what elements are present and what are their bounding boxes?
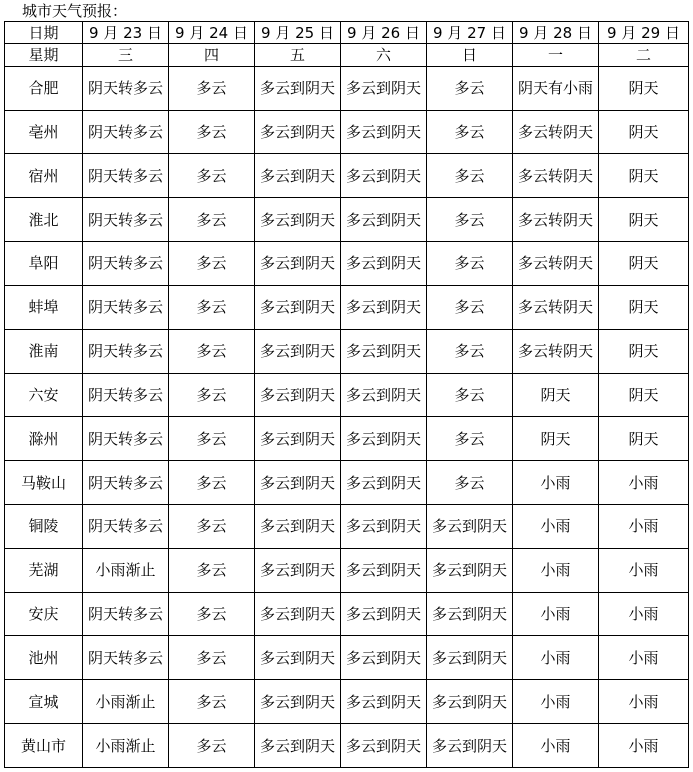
date-header-row [5,22,689,44]
forecast-cell: 多云到阴天 [255,198,341,242]
date-cell: 9 月 28 日 [513,22,599,44]
forecast-cell: 多云 [169,680,255,724]
table-row [5,680,689,724]
forecast-cell: 多云 [169,373,255,417]
forecast-cell: 阴天转多云 [83,636,169,680]
city-name: 亳州 [5,110,83,154]
table-row [5,242,689,286]
forecast-cell: 多云转阴天 [513,242,599,286]
date-cell: 9 月 23 日 [83,22,169,44]
city-name: 滁州 [5,417,83,461]
forecast-cell: 多云到阴天 [427,592,513,636]
forecast-cell: 多云 [427,154,513,198]
forecast-cell: 多云 [169,198,255,242]
forecast-cell: 阴天 [513,373,599,417]
forecast-cell: 多云到阴天 [427,504,513,548]
forecast-cell: 多云到阴天 [255,461,341,505]
city-name: 阜阳 [5,242,83,286]
forecast-cell: 小雨 [513,461,599,505]
city-name: 宣城 [5,680,83,724]
forecast-cell: 多云到阴天 [341,154,427,198]
forecast-cell: 多云 [169,592,255,636]
forecast-cell: 小雨渐止 [83,680,169,724]
forecast-cell: 小雨 [599,636,689,680]
forecast-cell: 阴天 [599,285,689,329]
forecast-cell: 多云到阴天 [341,724,427,768]
forecast-cell: 多云 [169,242,255,286]
forecast-cell: 小雨 [513,680,599,724]
table-row [5,285,689,329]
forecast-cell: 多云 [169,504,255,548]
city-name: 六安 [5,373,83,417]
forecast-cell: 阴天转多云 [83,110,169,154]
forecast-cell: 多云到阴天 [255,504,341,548]
forecast-cell: 多云到阴天 [341,198,427,242]
city-name: 合肥 [5,66,83,110]
table-row [5,504,689,548]
forecast-cell: 多云 [169,636,255,680]
city-name: 淮南 [5,329,83,373]
forecast-cell: 多云 [427,417,513,461]
forecast-cell: 多云到阴天 [341,417,427,461]
weekday-label: 星期 [5,44,83,66]
forecast-cell: 多云到阴天 [255,724,341,768]
table-row [5,110,689,154]
city-name: 马鞍山 [5,461,83,505]
forecast-cell: 多云到阴天 [255,285,341,329]
forecast-cell: 阴天转多云 [83,592,169,636]
forecast-cell: 多云 [169,285,255,329]
forecast-cell: 多云到阴天 [341,592,427,636]
forecast-cell: 多云 [169,417,255,461]
table-row [5,198,689,242]
forecast-cell: 阴天 [599,110,689,154]
forecast-cell: 阴天 [513,417,599,461]
forecast-cell: 多云 [427,110,513,154]
forecast-cell: 多云 [169,461,255,505]
forecast-cell: 多云转阴天 [513,329,599,373]
date-cell: 9 月 27 日 [427,22,513,44]
forecast-cell: 多云到阴天 [255,329,341,373]
forecast-cell: 阴天转多云 [83,417,169,461]
forecast-cell: 阴天 [599,329,689,373]
forecast-cell: 多云到阴天 [341,504,427,548]
forecast-cell: 阴天 [599,154,689,198]
forecast-cell: 多云到阴天 [341,461,427,505]
forecast-cell: 多云到阴天 [341,548,427,592]
forecast-cell: 小雨 [599,461,689,505]
table-row [5,636,689,680]
forecast-cell: 多云 [427,285,513,329]
city-name: 宿州 [5,154,83,198]
forecast-cell: 阴天转多云 [83,329,169,373]
forecast-cell: 多云到阴天 [427,680,513,724]
forecast-cell: 小雨 [513,548,599,592]
date-cell: 9 月 25 日 [255,22,341,44]
forecast-cell: 多云 [427,198,513,242]
forecast-cell: 阴天 [599,198,689,242]
forecast-cell: 多云 [169,724,255,768]
city-name: 淮北 [5,198,83,242]
table-row [5,592,689,636]
forecast-cell: 阴天转多云 [83,198,169,242]
weekday-cell: 六 [341,44,427,66]
forecast-cell: 多云 [169,329,255,373]
forecast-cell: 小雨 [599,724,689,768]
forecast-cell: 多云到阴天 [255,592,341,636]
forecast-cell: 小雨 [513,592,599,636]
forecast-cell: 多云 [427,66,513,110]
forecast-cell: 阴天转多云 [83,154,169,198]
forecast-cell: 小雨渐止 [83,724,169,768]
weekday-cell: 一 [513,44,599,66]
forecast-cell: 多云到阴天 [427,548,513,592]
forecast-cell: 小雨 [599,548,689,592]
forecast-cell: 多云到阴天 [255,636,341,680]
forecast-cell: 多云到阴天 [255,110,341,154]
date-cell: 9 月 29 日 [599,22,689,44]
forecast-cell: 阴天 [599,242,689,286]
forecast-cell: 多云到阴天 [255,66,341,110]
forecast-cell: 多云到阴天 [341,110,427,154]
weekday-cell: 二 [599,44,689,66]
forecast-cell: 多云到阴天 [255,373,341,417]
city-name: 池州 [5,636,83,680]
forecast-cell: 阴天转多云 [83,461,169,505]
table-row [5,417,689,461]
forecast-cell: 多云 [427,373,513,417]
weekday-cell: 五 [255,44,341,66]
forecast-cell: 多云到阴天 [255,417,341,461]
city-name: 安庆 [5,592,83,636]
city-name: 铜陵 [5,504,83,548]
forecast-cell: 多云转阴天 [513,154,599,198]
forecast-cell: 多云到阴天 [341,373,427,417]
forecast-cell: 小雨渐止 [83,548,169,592]
forecast-cell: 小雨 [513,724,599,768]
table-row [5,548,689,592]
forecast-cell: 多云到阴天 [255,548,341,592]
forecast-cell: 阴天 [599,66,689,110]
table-row [5,66,689,110]
forecast-cell: 阴天转多云 [83,285,169,329]
date-cell: 9 月 26 日 [341,22,427,44]
forecast-cell: 阴天有小雨 [513,66,599,110]
forecast-title: 城市天气预报： [22,2,128,20]
forecast-cell: 小雨 [513,504,599,548]
forecast-cell: 阴天 [599,417,689,461]
forecast-cell: 阴天转多云 [83,373,169,417]
forecast-cell: 多云 [427,242,513,286]
forecast-cell: 小雨 [599,680,689,724]
forecast-cell: 小雨 [599,504,689,548]
forecast-cell: 小雨 [599,592,689,636]
forecast-cell: 多云 [169,548,255,592]
forecast-cell: 多云到阴天 [255,154,341,198]
forecast-cell: 多云 [427,461,513,505]
forecast-cell: 多云 [427,329,513,373]
weekday-header-row [5,44,689,66]
forecast-cell: 多云到阴天 [341,242,427,286]
weekday-cell: 日 [427,44,513,66]
forecast-cell: 多云转阴天 [513,285,599,329]
city-name: 芜湖 [5,548,83,592]
forecast-cell: 多云到阴天 [255,242,341,286]
forecast-cell: 阴天转多云 [83,66,169,110]
forecast-cell: 阴天 [599,373,689,417]
city-name: 蚌埠 [5,285,83,329]
weekday-cell: 三 [83,44,169,66]
weekday-cell: 四 [169,44,255,66]
forecast-cell: 多云 [169,154,255,198]
city-name: 黄山市 [5,724,83,768]
date-label: 日期 [5,22,83,44]
forecast-cell: 多云到阴天 [341,329,427,373]
table-row [5,154,689,198]
forecast-cell: 多云 [169,66,255,110]
forecast-cell: 多云到阴天 [341,680,427,724]
table-row [5,461,689,505]
table-row [5,329,689,373]
forecast-cell: 小雨 [513,636,599,680]
forecast-cell: 多云到阴天 [427,724,513,768]
forecast-cell: 多云到阴天 [341,636,427,680]
table-row [5,373,689,417]
weather-forecast-table [4,21,689,768]
forecast-cell: 多云到阴天 [341,285,427,329]
forecast-cell: 多云 [169,110,255,154]
forecast-cell: 多云到阴天 [255,680,341,724]
forecast-cell: 阴天转多云 [83,242,169,286]
date-cell: 9 月 24 日 [169,22,255,44]
forecast-cell: 多云到阴天 [427,636,513,680]
forecast-cell: 多云到阴天 [341,66,427,110]
forecast-cell: 阴天转多云 [83,504,169,548]
forecast-cell: 多云转阴天 [513,198,599,242]
table-row [5,724,689,768]
forecast-cell: 多云转阴天 [513,110,599,154]
